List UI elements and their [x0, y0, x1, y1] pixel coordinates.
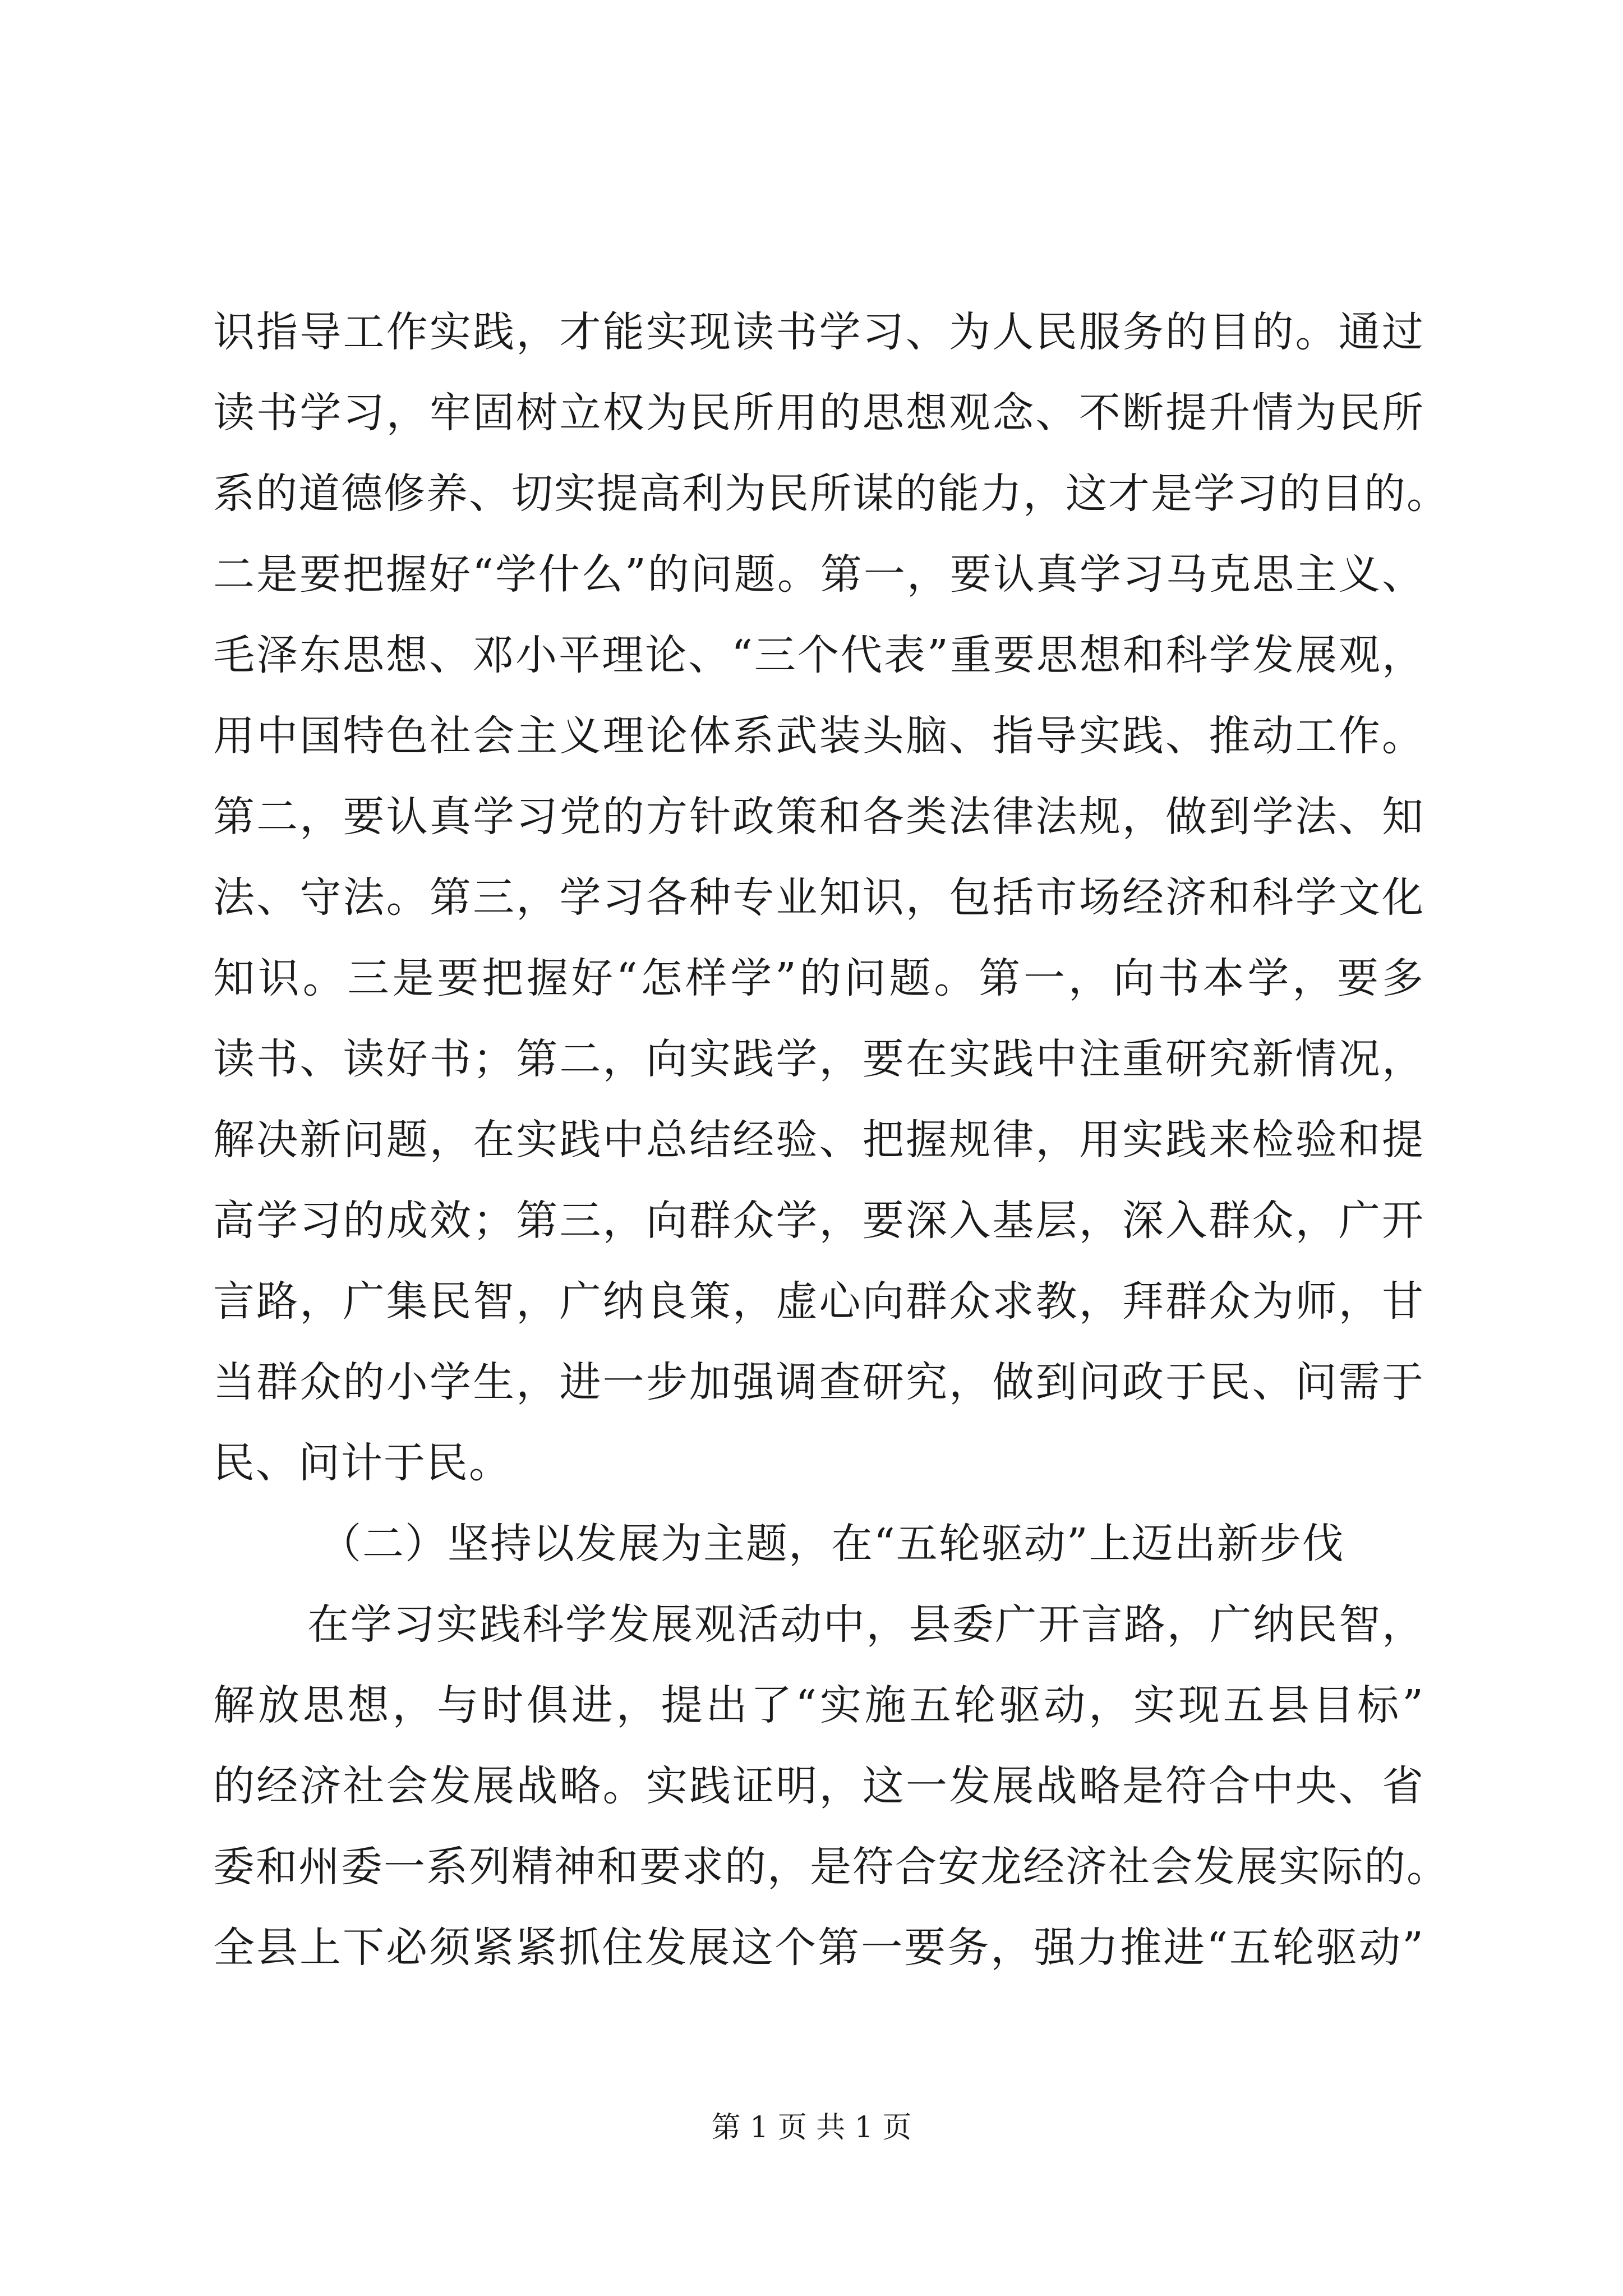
text-line: 第二，要认真学习党的方针政策和各类法律法规，做到学法、知	[213, 793, 1424, 841]
text-line: 当群众的小学生，进一步加强调查研究，做到问政于民、问需于	[213, 1358, 1424, 1406]
text-line: 识指导工作实践，才能实现读书学习、为人民服务的目的。通过	[213, 308, 1424, 356]
page-footer	[0, 2104, 1623, 2146]
text-line: 全县上下必须紧紧抓住发展这个第一要务，强力推进“五轮驱动”	[213, 1924, 1424, 1972]
text-line: 系的道德修养、切实提高利为民所谋的能力，这才是学习的目的。	[213, 470, 1449, 518]
text-line: 高学习的成效；第三，向群众学，要深入基层，深入群众，广开	[213, 1197, 1424, 1245]
text-line: 解决新问题，在实践中总结经验、把握规律，用实践来检验和提	[213, 1116, 1424, 1164]
text-line: 在学习实践科学发展观活动中，县委广开言路，广纳民智，	[307, 1600, 1424, 1649]
document-body	[213, 292, 1449, 1988]
text-line: 二是要把握好“学什么”的问题。第一，要认真学习马克思主义、	[213, 550, 1424, 599]
text-line: 解放思想，与时俱进，提出了“实施五轮驱动，实现五县目标”	[213, 1681, 1424, 1729]
text-line: 读书学习，牢固树立权为民所用的思想观念、不断提升情为民所	[213, 389, 1424, 437]
text-line: 委和州委一系列精神和要求的，是符合安龙经济社会发展实际的。	[213, 1843, 1449, 1891]
text-line: 知识。三是要把握好“怎样学”的问题。第一，向书本学，要多	[213, 954, 1424, 1002]
text-line: 法、守法。第三，学习各种专业知识，包括市场经济和科学文化	[213, 873, 1424, 922]
text-line: 毛泽东思想、邓小平理论、“三个代表”重要思想和科学发展观，	[213, 631, 1424, 679]
text-line: 民、问计于民。	[213, 1439, 511, 1487]
section-heading: （二）坚持以发展为主题，在“五轮驱动”上迈出新步伐	[320, 1520, 1345, 1568]
text-line: 用中国特色社会主义理论体系武装头脑、指导实践、推动工作。	[213, 712, 1424, 760]
text-line: 的经济社会发展战略。实践证明，这一发展战略是符合中央、省	[213, 1762, 1424, 1810]
text-line: 言路，广集民智，广纳良策，虚心向群众求教，拜群众为师，甘	[213, 1277, 1424, 1326]
text-line: 读书、读好书；第二，向实践学，要在实践中注重研究新情况，	[213, 1035, 1424, 1083]
page-number-label: 第 1 页 共 1 页	[711, 2111, 912, 2145]
